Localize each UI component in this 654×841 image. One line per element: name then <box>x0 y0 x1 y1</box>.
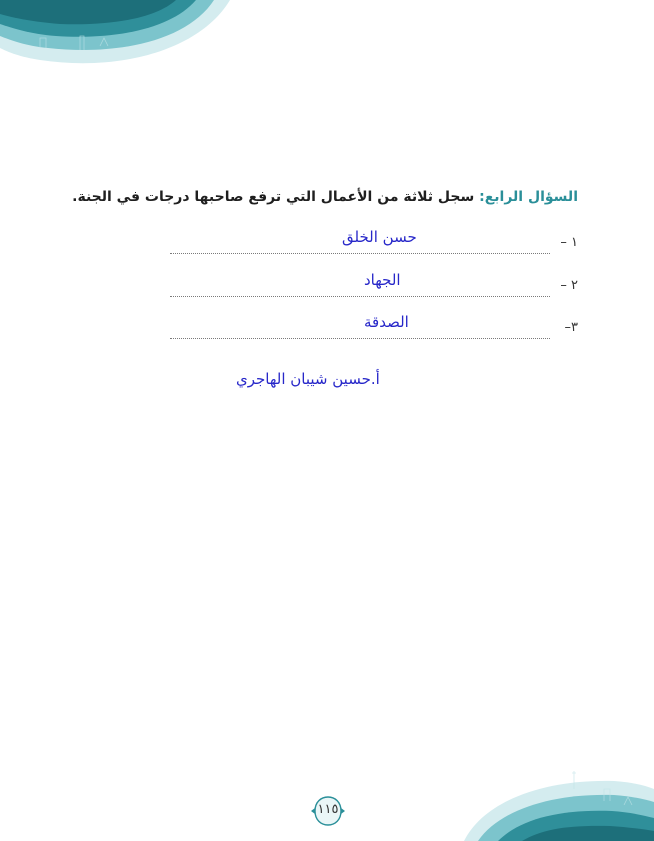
answer-number: ٢ – <box>560 278 578 293</box>
answer-line-2 <box>170 271 578 299</box>
question-label: السؤال الرابع <box>484 189 578 205</box>
dotted-line <box>170 338 550 339</box>
question-text: سجل ثلاثة من الأعمال التي ترفع صاحبها درجات في الجنة. <box>72 189 475 205</box>
corner-ornament-bottom <box>464 771 654 841</box>
teacher-signature: أ.حسين شيبان الهاجري <box>236 370 380 388</box>
handwritten-answer: الجهاد <box>364 271 401 289</box>
question-heading <box>72 189 578 205</box>
dotted-line <box>170 296 550 297</box>
answer-number: ١ – <box>560 235 578 250</box>
page-number-badge <box>309 794 347 828</box>
question-colon: : <box>479 189 485 205</box>
handwritten-answer: حسن الخلق <box>342 228 417 246</box>
answer-line-1 <box>170 228 578 256</box>
dotted-line <box>170 253 550 254</box>
page-number: ١١٥ <box>317 802 339 817</box>
answer-line-3 <box>170 313 578 341</box>
answer-number: ٣– <box>564 320 578 335</box>
handwritten-answer: الصدقة <box>364 313 409 331</box>
corner-ornament-top <box>0 0 230 70</box>
